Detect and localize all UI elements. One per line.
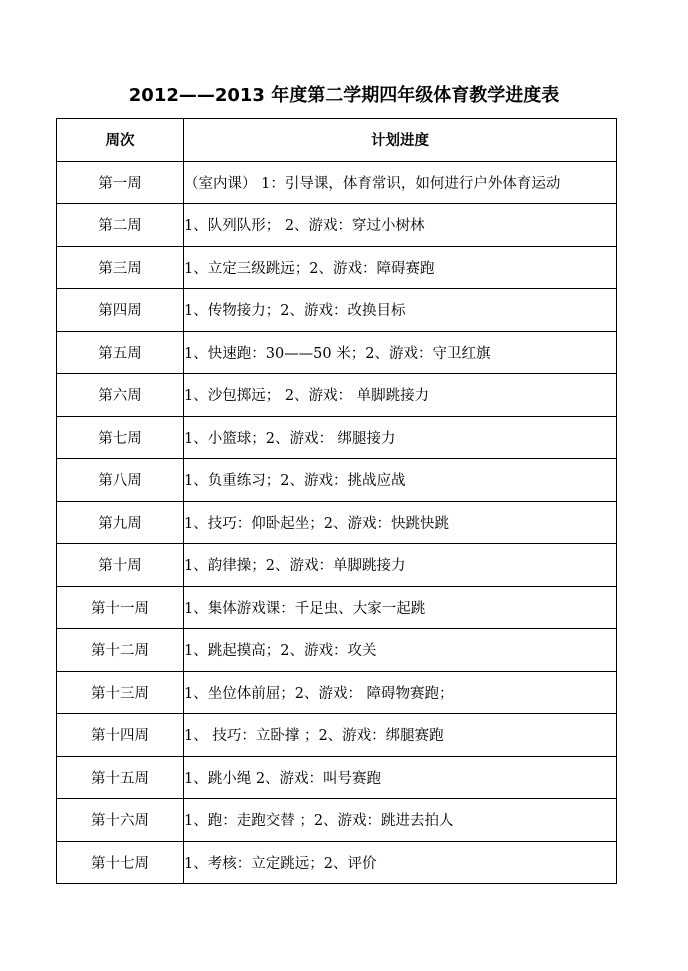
- table-row: [57, 459, 617, 502]
- plan-cell: 1、沙包掷远； 2、游戏： 单脚跳接力: [184, 374, 617, 417]
- week-cell: 第十二周: [57, 629, 184, 672]
- week-cell: 第四周: [57, 289, 184, 332]
- table-row: [57, 841, 617, 884]
- plan-cell: （室内课） 1：引导课，体育常识，如何进行户外体育运动: [184, 161, 617, 204]
- header-plan: 计划进度: [184, 119, 617, 162]
- plan-cell: 1、队列队形； 2、游戏：穿过小树林: [184, 204, 617, 247]
- table-row: [57, 799, 617, 842]
- week-cell: 第十一周: [57, 586, 184, 629]
- week-cell: 第六周: [57, 374, 184, 417]
- table-row: [57, 289, 617, 332]
- week-cell: 第二周: [57, 204, 184, 247]
- week-cell: 第十四周: [57, 714, 184, 757]
- page-title: 2012——2013 年度第二学期四年级体育教学进度表: [128, 85, 560, 106]
- table-header: [57, 119, 617, 162]
- table-row: [57, 416, 617, 459]
- table-row: [57, 331, 617, 374]
- plan-cell: 1、坐位体前屈；2、游戏： 障碍物赛跑；: [184, 671, 617, 714]
- week-cell: 第八周: [57, 459, 184, 502]
- week-cell: 第十五周: [57, 756, 184, 799]
- table-row: [57, 544, 617, 587]
- plan-cell: 1、负重练习；2、游戏：挑战应战: [184, 459, 617, 502]
- table-row: [57, 161, 617, 204]
- plan-cell: 1、跳小绳 2、游戏：叫号赛跑: [184, 756, 617, 799]
- table-row: [57, 629, 617, 672]
- week-cell: 第十周: [57, 544, 184, 587]
- plan-cell: 1、跑：走跑交替 ；2、游戏：跳进去拍人: [184, 799, 617, 842]
- table-row: [57, 374, 617, 417]
- plan-cell: 1、韵律操；2、游戏：单脚跳接力: [184, 544, 617, 587]
- week-cell: 第七周: [57, 416, 184, 459]
- schedule-table: [56, 118, 617, 884]
- table-row: [57, 586, 617, 629]
- week-cell: 第十六周: [57, 799, 184, 842]
- plan-cell: 1、技巧：仰卧起坐；2、游戏：快跳快跳: [184, 501, 617, 544]
- plan-cell: 1、传物接力；2、游戏：改换目标: [184, 289, 617, 332]
- plan-cell: 1、小篮球；2、游戏： 绑腿接力: [184, 416, 617, 459]
- table-body: [57, 161, 617, 884]
- week-cell: 第一周: [57, 161, 184, 204]
- table-row: [57, 714, 617, 757]
- table-row: [57, 246, 617, 289]
- plan-cell: 1、快速跑：30——50 米；2、游戏：守卫红旗: [184, 331, 617, 374]
- plan-cell: 1、 技巧：立卧撑 ；2、游戏：绑腿赛跑: [184, 714, 617, 757]
- table-row: [57, 204, 617, 247]
- week-cell: 第五周: [57, 331, 184, 374]
- plan-cell: 1、立定三级跳远；2、游戏：障碍赛跑: [184, 246, 617, 289]
- week-cell: 第十七周: [57, 841, 184, 884]
- week-cell: 第三周: [57, 246, 184, 289]
- plan-cell: 1、跳起摸高；2、游戏：攻关: [184, 629, 617, 672]
- header-row: [57, 119, 617, 162]
- week-cell: 第九周: [57, 501, 184, 544]
- table-row: [57, 756, 617, 799]
- table-row: [57, 501, 617, 544]
- header-week: 周次: [57, 119, 184, 162]
- table-row: [57, 671, 617, 714]
- week-cell: 第十三周: [57, 671, 184, 714]
- plan-cell: 1、考核：立定跳远；2、评价: [184, 841, 617, 884]
- plan-cell: 1、集体游戏课：千足虫、大家一起跳: [184, 586, 617, 629]
